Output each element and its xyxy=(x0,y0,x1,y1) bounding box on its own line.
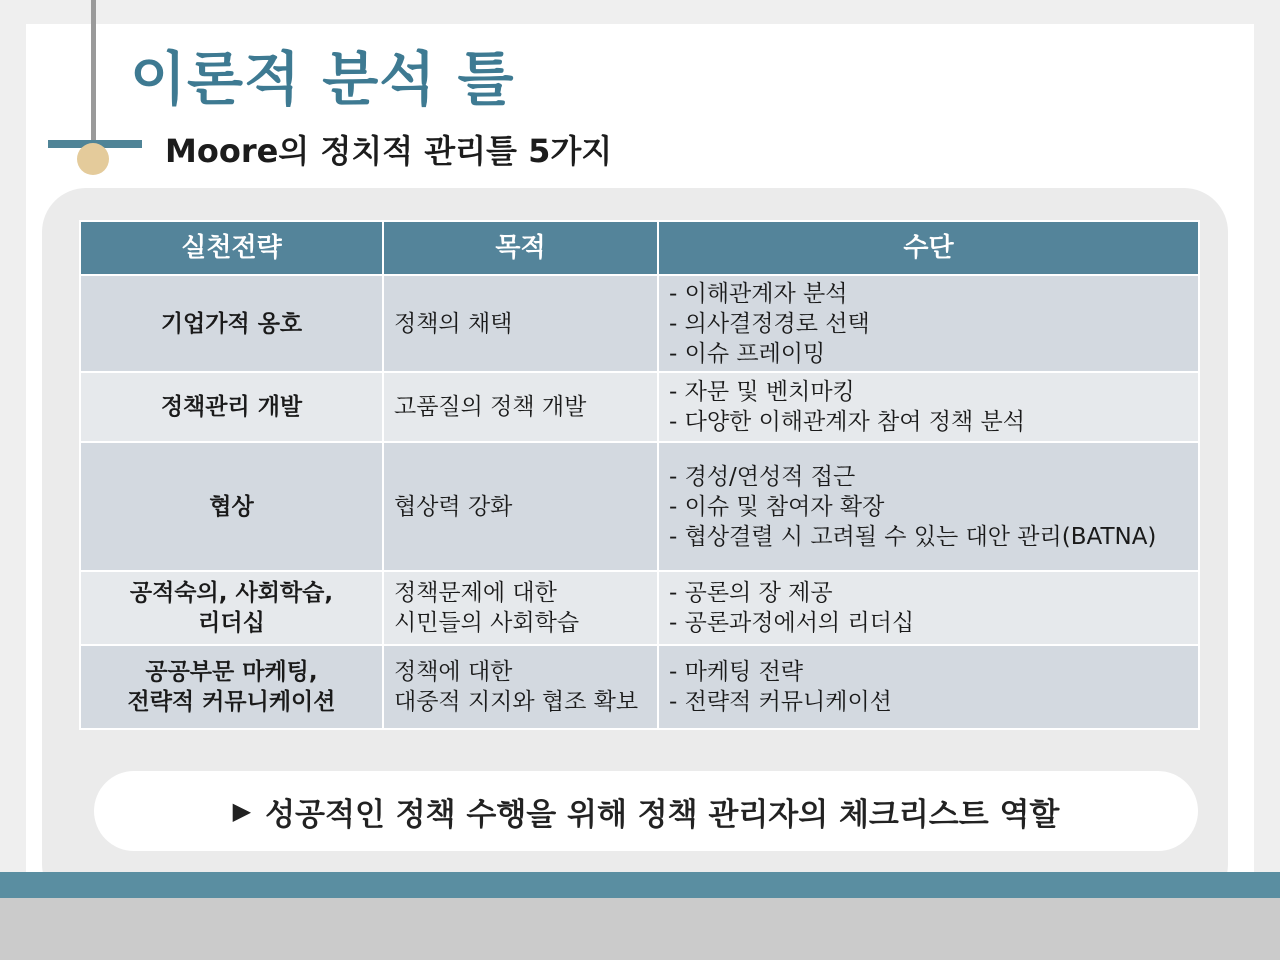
column-header-purpose: 목적 xyxy=(383,221,658,275)
purpose-cell xyxy=(383,645,658,729)
cell-text: - 마케팅 전략 xyxy=(669,659,804,685)
cell-text: 기업가적 옹호 xyxy=(160,310,303,337)
purpose-cell xyxy=(383,571,658,645)
cell-text: 협상 xyxy=(209,493,254,520)
cell-text: 고품질의 정책 개발 xyxy=(394,394,587,420)
cell-text: 공적숙의, 사회학습, xyxy=(129,580,334,606)
cell-text: - 이해관계자 분석 xyxy=(669,280,848,307)
page-subtitle: Moore의 정치적 관리틀 5가지 xyxy=(165,132,613,170)
column-header-means: 수단 xyxy=(658,221,1199,275)
cell-text: 정책의 채택 xyxy=(394,310,513,337)
purpose-cell xyxy=(383,275,658,372)
cell-text: 전략적 커뮤니케이션 xyxy=(127,689,336,715)
means-cell xyxy=(658,442,1199,571)
table-row xyxy=(80,571,1199,645)
means-cell xyxy=(658,372,1199,442)
cell-text: - 공론의 장 제공 xyxy=(669,580,833,606)
means-cell xyxy=(658,645,1199,729)
cell-text: - 이슈 및 참여자 확장 xyxy=(669,493,885,520)
cell-text: 정책관리 개발 xyxy=(160,394,303,420)
decorative-pin-dot xyxy=(77,143,109,175)
table-header-row xyxy=(80,221,1199,275)
cell-text: - 의사결정경로 선택 xyxy=(669,310,870,337)
strategy-table xyxy=(79,220,1200,730)
cell-text: 정책에 대한 xyxy=(394,659,513,685)
footer-band-gray xyxy=(0,898,1280,960)
column-header-strategy: 실천전략 xyxy=(80,221,383,275)
table-row xyxy=(80,442,1199,571)
cell-text: - 전략적 커뮤니케이션 xyxy=(669,689,892,715)
strategy-cell xyxy=(80,372,383,442)
cell-text: 공공부문 마케팅, xyxy=(145,659,318,685)
cell-text: - 협상결렬 시 고려될 수 있는 대안 관리(BATNA) xyxy=(669,523,1157,550)
cell-text: 정책문제에 대한 xyxy=(394,580,557,606)
table-row xyxy=(80,372,1199,442)
cell-text: 리더십 xyxy=(198,610,265,636)
strategy-cell xyxy=(80,571,383,645)
cell-text: 협상력 강화 xyxy=(394,493,513,520)
play-arrow-icon: ▶ xyxy=(232,797,252,825)
footer-band-teal xyxy=(0,872,1280,898)
summary-callout xyxy=(94,771,1198,851)
strategy-cell xyxy=(80,275,383,372)
means-cell xyxy=(658,571,1199,645)
table-row xyxy=(80,275,1199,372)
cell-text: - 공론과정에서의 리더십 xyxy=(669,610,915,636)
strategy-cell xyxy=(80,442,383,571)
cell-text: 시민들의 사회학습 xyxy=(394,610,580,636)
purpose-cell xyxy=(383,372,658,442)
purpose-cell xyxy=(383,442,658,571)
strategy-cell xyxy=(80,645,383,729)
cell-text: - 이슈 프레이밍 xyxy=(669,340,826,367)
page-title: 이론적 분석 틀 xyxy=(130,45,515,113)
means-cell xyxy=(658,275,1199,372)
decorative-pin-line xyxy=(91,0,96,142)
table-row xyxy=(80,645,1199,729)
cell-text: - 자문 및 벤치마킹 xyxy=(669,379,855,405)
cell-text: - 경성/연성적 접근 xyxy=(669,463,856,490)
cell-text: 대중적 지지와 협조 확보 xyxy=(394,689,639,715)
cell-text: - 다양한 이해관계자 참여 정책 분석 xyxy=(669,409,1025,435)
callout-text: 성공적인 정책 수행을 위해 정책 관리자의 체크리스트 역할 xyxy=(265,796,1060,833)
